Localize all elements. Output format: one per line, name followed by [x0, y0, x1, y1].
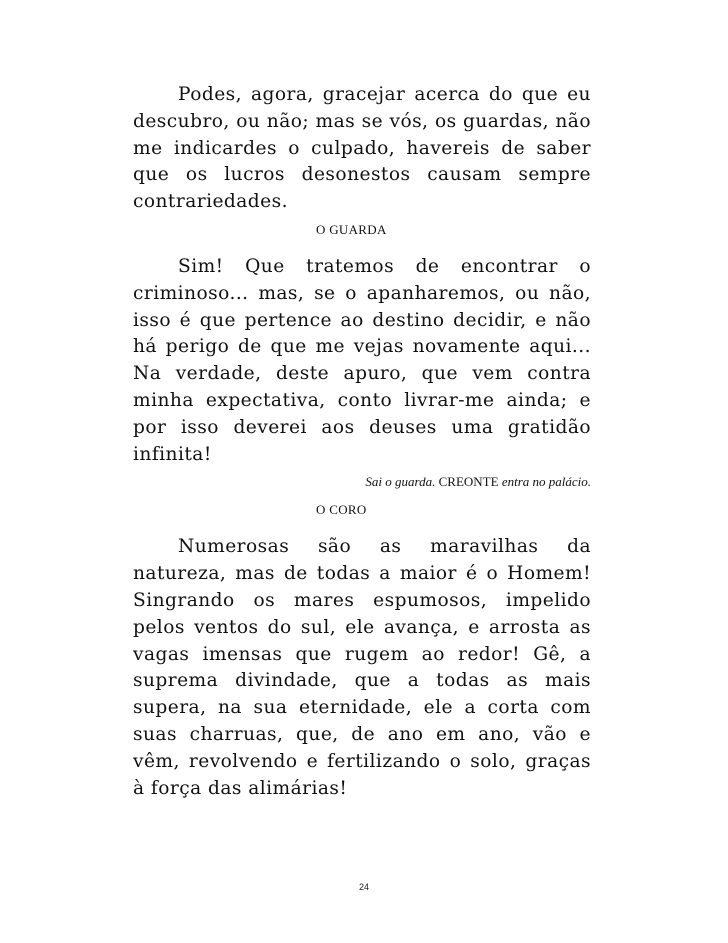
paragraph-guard-speech: Sim! Que tratemos de encontrar o criminoso... mas, se o apanharemos, ou não, isso é que pertence ao destino decidir, e não há perigo de que me vejas novamente aqui... Na verdade, deste apuro, que vem contra minha expectativa, conto livrar-me ainda; e por isso deverei aos deuses uma gratidão infinita! [133, 255, 591, 465]
stage-direction [133, 472, 591, 492]
speaker-heading-chorus: O CORO [316, 502, 367, 518]
page-body [133, 82, 591, 802]
stage-direction-exit: Sai o guarda. [365, 474, 436, 490]
speaker-heading-guard: O GUARDA [316, 221, 387, 237]
stage-direction-character: CREONTE [438, 474, 499, 490]
stage-direction-action: entra no palácio. [501, 474, 591, 490]
page-number: 24 [358, 882, 369, 892]
paragraph-chorus-speech: Numerosas são as maravilhas da natureza, mas de todas a maior é o Homem! Singrando os mares espumosos, impelido pelos ventos do sul, ele avança, e arrosta as vagas imensas que rugem ao redor! Gê, a suprema divindade, que a todas as mais supera, na sua eternidade, ele a corta com suas charruas, que, de ano em ano, vão e vêm, revolvendo e fertilizando o solo, graças à força das alimárias! [133, 536, 591, 799]
paragraph-creon-speech: Podes, agora, gracejar acerca do que eu descubro, ou não; mas se vós, os guardas, não me indicardes o culpado, havereis de saber que os lucros desonestos causam sempre contrariedades. [133, 84, 591, 213]
